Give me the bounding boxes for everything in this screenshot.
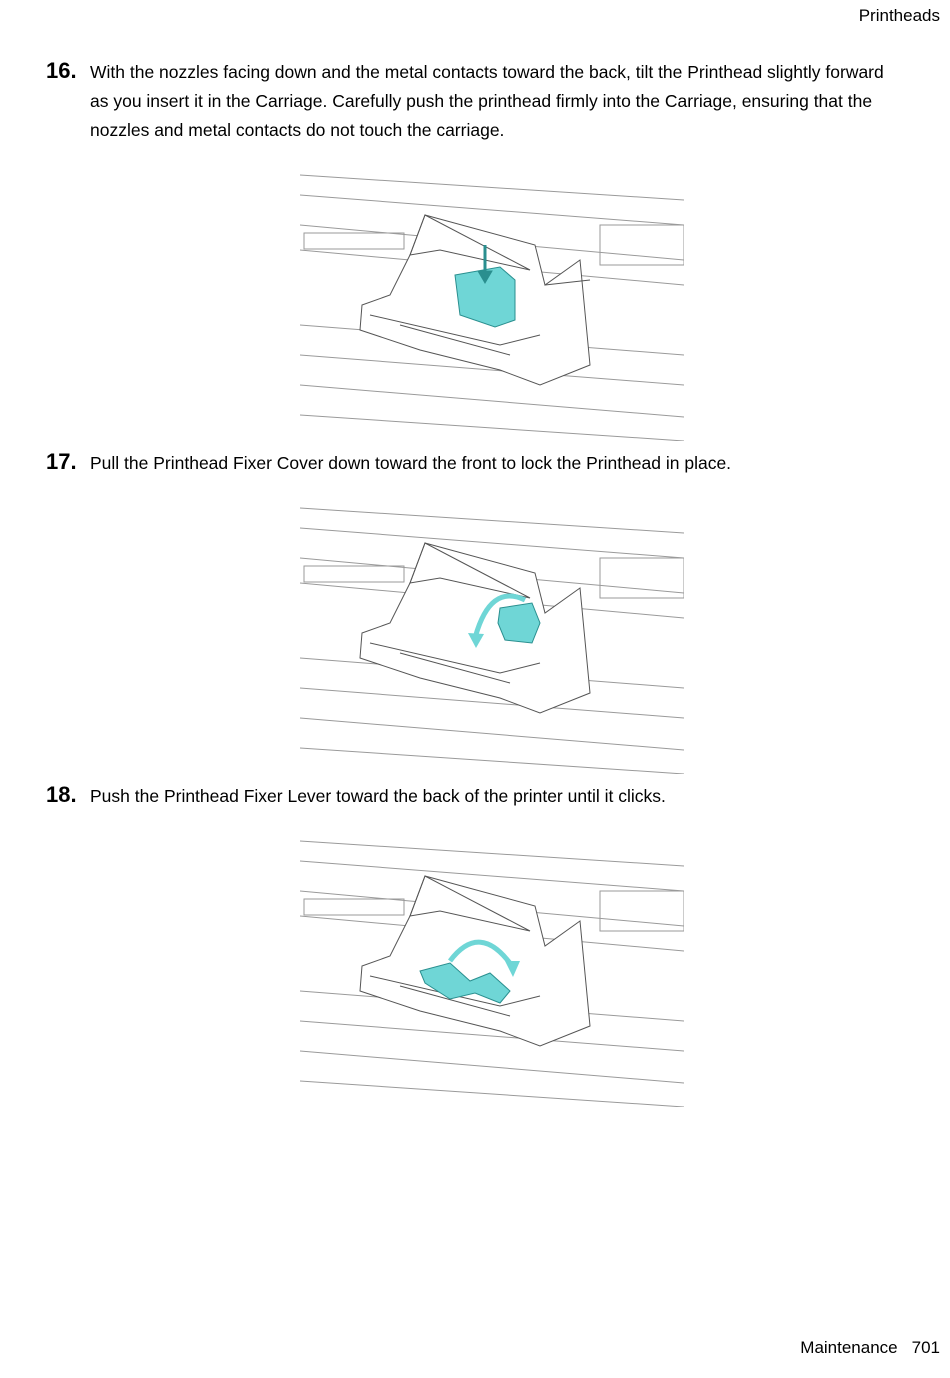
carriage bbox=[360, 876, 590, 1046]
printhead-insert-illustration bbox=[300, 155, 684, 441]
step-text: With the nozzles facing down and the metal contacts toward the back, tilt the Printhead slightly forward as you insert it in the Carriage. Carefully push the printhead firmly into the Carriage, ensuring that the nozzles and metal contacts do not touch the carriage. bbox=[90, 62, 884, 140]
chapter-label: Maintenance bbox=[800, 1338, 898, 1357]
step-16 bbox=[46, 58, 896, 145]
fixer-lever-illustration bbox=[300, 821, 684, 1107]
carriage bbox=[360, 543, 590, 713]
step-text: Push the Printhead Fixer Lever toward the back of the printer until it clicks. bbox=[90, 786, 666, 806]
section-header: Printheads bbox=[858, 6, 940, 25]
step-17 bbox=[46, 449, 896, 478]
step-text: Pull the Printhead Fixer Cover down toward the front to lock the Printhead in place. bbox=[90, 453, 732, 473]
page-number: 701 bbox=[911, 1338, 940, 1357]
step-18 bbox=[46, 782, 896, 811]
step-number: 17. bbox=[46, 449, 77, 474]
step-number: 16. bbox=[46, 58, 77, 83]
step-number: 18. bbox=[46, 782, 77, 807]
page-footer bbox=[800, 1338, 940, 1358]
fixer-cover-illustration bbox=[300, 488, 684, 774]
